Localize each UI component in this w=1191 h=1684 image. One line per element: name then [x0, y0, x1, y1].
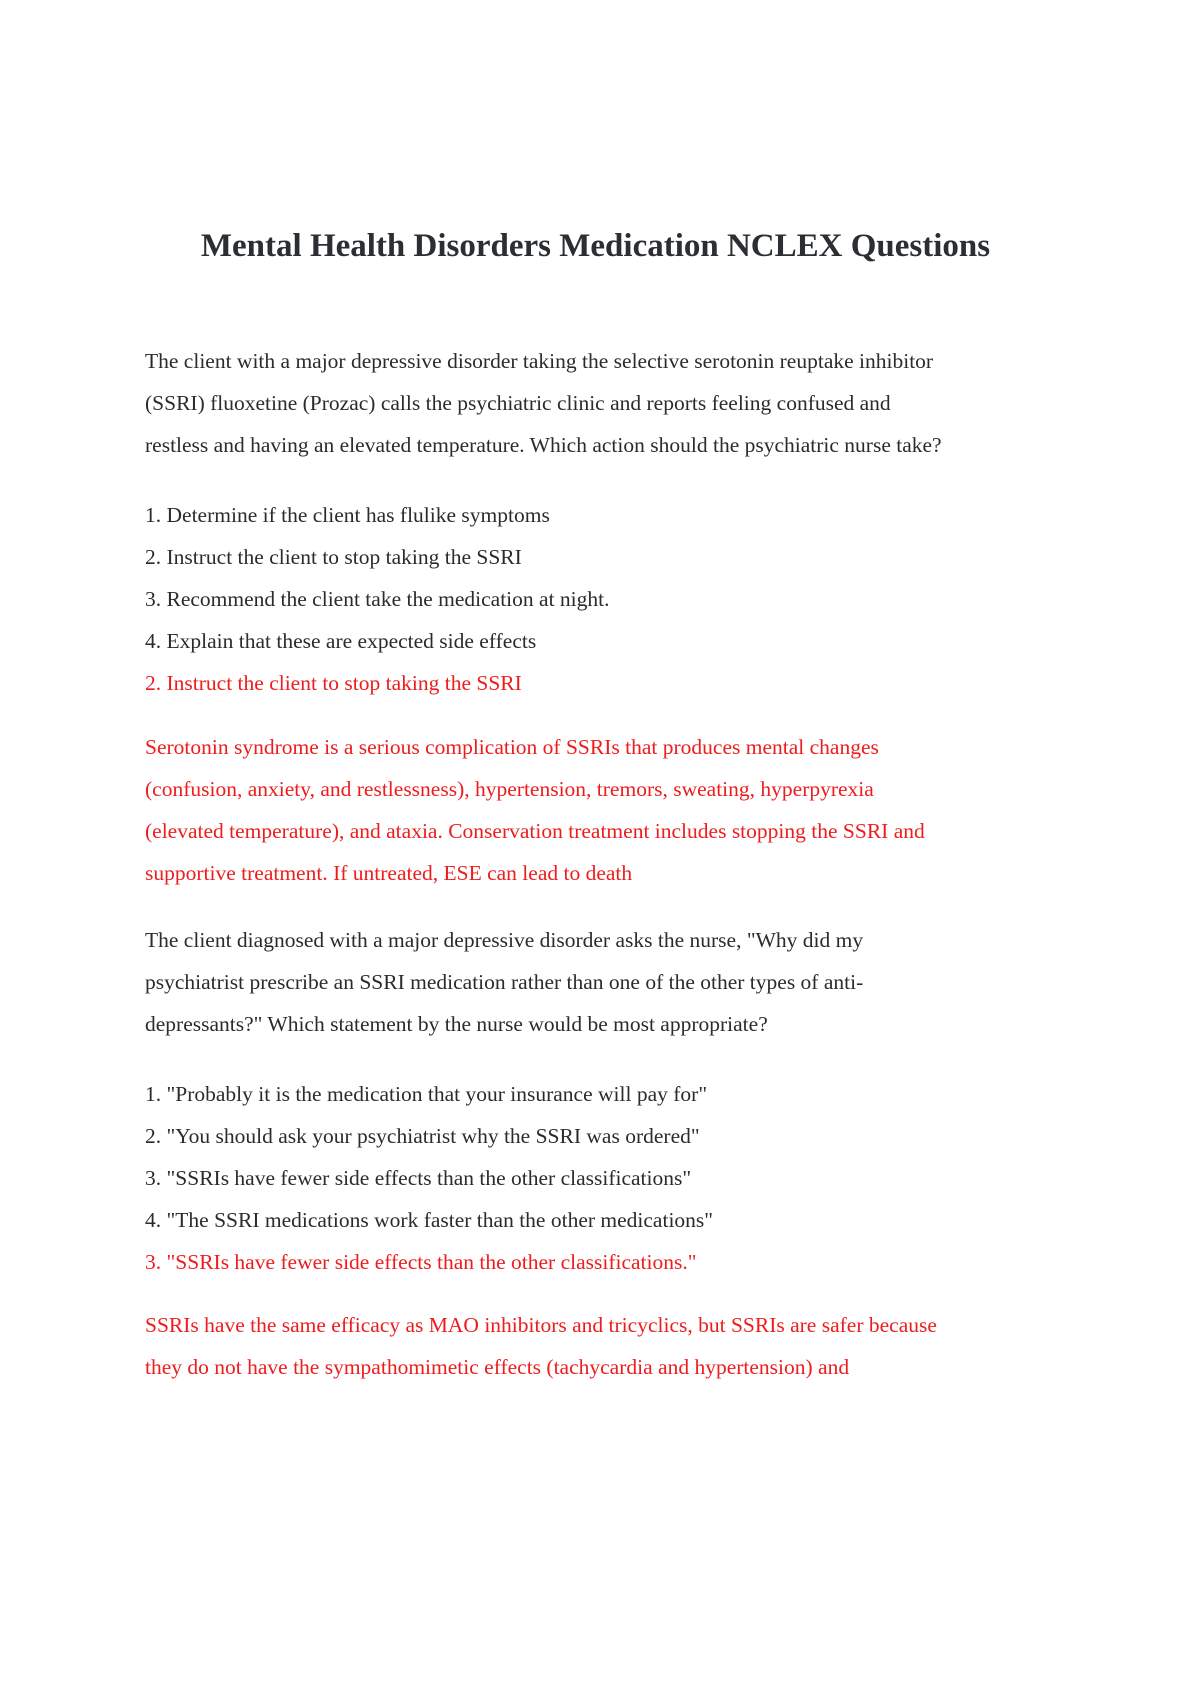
- question-1-option-2: 2. Instruct the client to stop taking the SSRI: [145, 545, 522, 569]
- question-1-stem: [145, 340, 1055, 466]
- question-2-options: [145, 1073, 1055, 1283]
- question-1-stem-line: restless and having an elevated temperature. Which action should the psychiatric nurse take?: [145, 433, 942, 457]
- question-2-option-3: 3. "SSRIs have fewer side effects than the other classifications": [145, 1166, 692, 1190]
- question-2-stem-line: The client diagnosed with a major depressive disorder asks the nurse, "Why did my: [145, 928, 864, 952]
- question-1-rationale: [145, 726, 1055, 894]
- question-1-rationale-line: (confusion, anxiety, and restlessness), hypertension, tremors, sweating, hyperpyrexia: [145, 777, 874, 801]
- question-2-stem-line: depressants?" Which statement by the nurse would be most appropriate?: [145, 1012, 768, 1036]
- question-1-option-3: 3. Recommend the client take the medication at night.: [145, 587, 610, 611]
- question-2-rationale-line: they do not have the sympathomimetic effects (tachycardia and hypertension) and: [145, 1355, 850, 1379]
- question-2-rationale: [145, 1304, 1055, 1388]
- question-1-answer: 2. Instruct the client to stop taking the SSRI: [145, 671, 522, 695]
- question-1-rationale-line: (elevated temperature), and ataxia. Conservation treatment includes stopping the SSRI and: [145, 819, 925, 843]
- document-title: Mental Health Disorders Medication NCLEX Questions: [200, 228, 991, 264]
- question-1-option-4: 4. Explain that these are expected side effects: [145, 629, 537, 653]
- question-1-stem-line: The client with a major depressive disorder taking the selective serotonin reuptake inhibitor: [145, 349, 934, 373]
- question-1-stem-line: (SSRI) fluoxetine (Prozac) calls the psychiatric clinic and reports feeling confused and: [145, 391, 891, 415]
- question-2-option-1: 1. "Probably it is the medication that your insurance will pay for": [145, 1082, 708, 1106]
- question-1-rationale-line: supportive treatment. If untreated, ESE can lead to death: [145, 861, 633, 885]
- question-2-stem: [145, 919, 1055, 1045]
- question-1-options: [145, 494, 1055, 704]
- question-2-option-2: 2. "You should ask your psychiatrist why the SSRI was ordered": [145, 1124, 700, 1148]
- question-1-rationale-line: Serotonin syndrome is a serious complication of SSRIs that produces mental changes: [145, 735, 879, 759]
- question-1-option-1: 1. Determine if the client has flulike symptoms: [145, 503, 550, 527]
- question-2-option-4: 4. "The SSRI medications work faster than the other medications": [145, 1208, 714, 1232]
- question-2-stem-line: psychiatrist prescribe an SSRI medication rather than one of the other types of anti-: [145, 970, 864, 994]
- question-2-rationale-line: SSRIs have the same efficacy as MAO inhibitors and tricyclics, but SSRIs are safer because: [145, 1313, 937, 1337]
- question-2-answer: 3. "SSRIs have fewer side effects than the other classifications.": [145, 1250, 697, 1274]
